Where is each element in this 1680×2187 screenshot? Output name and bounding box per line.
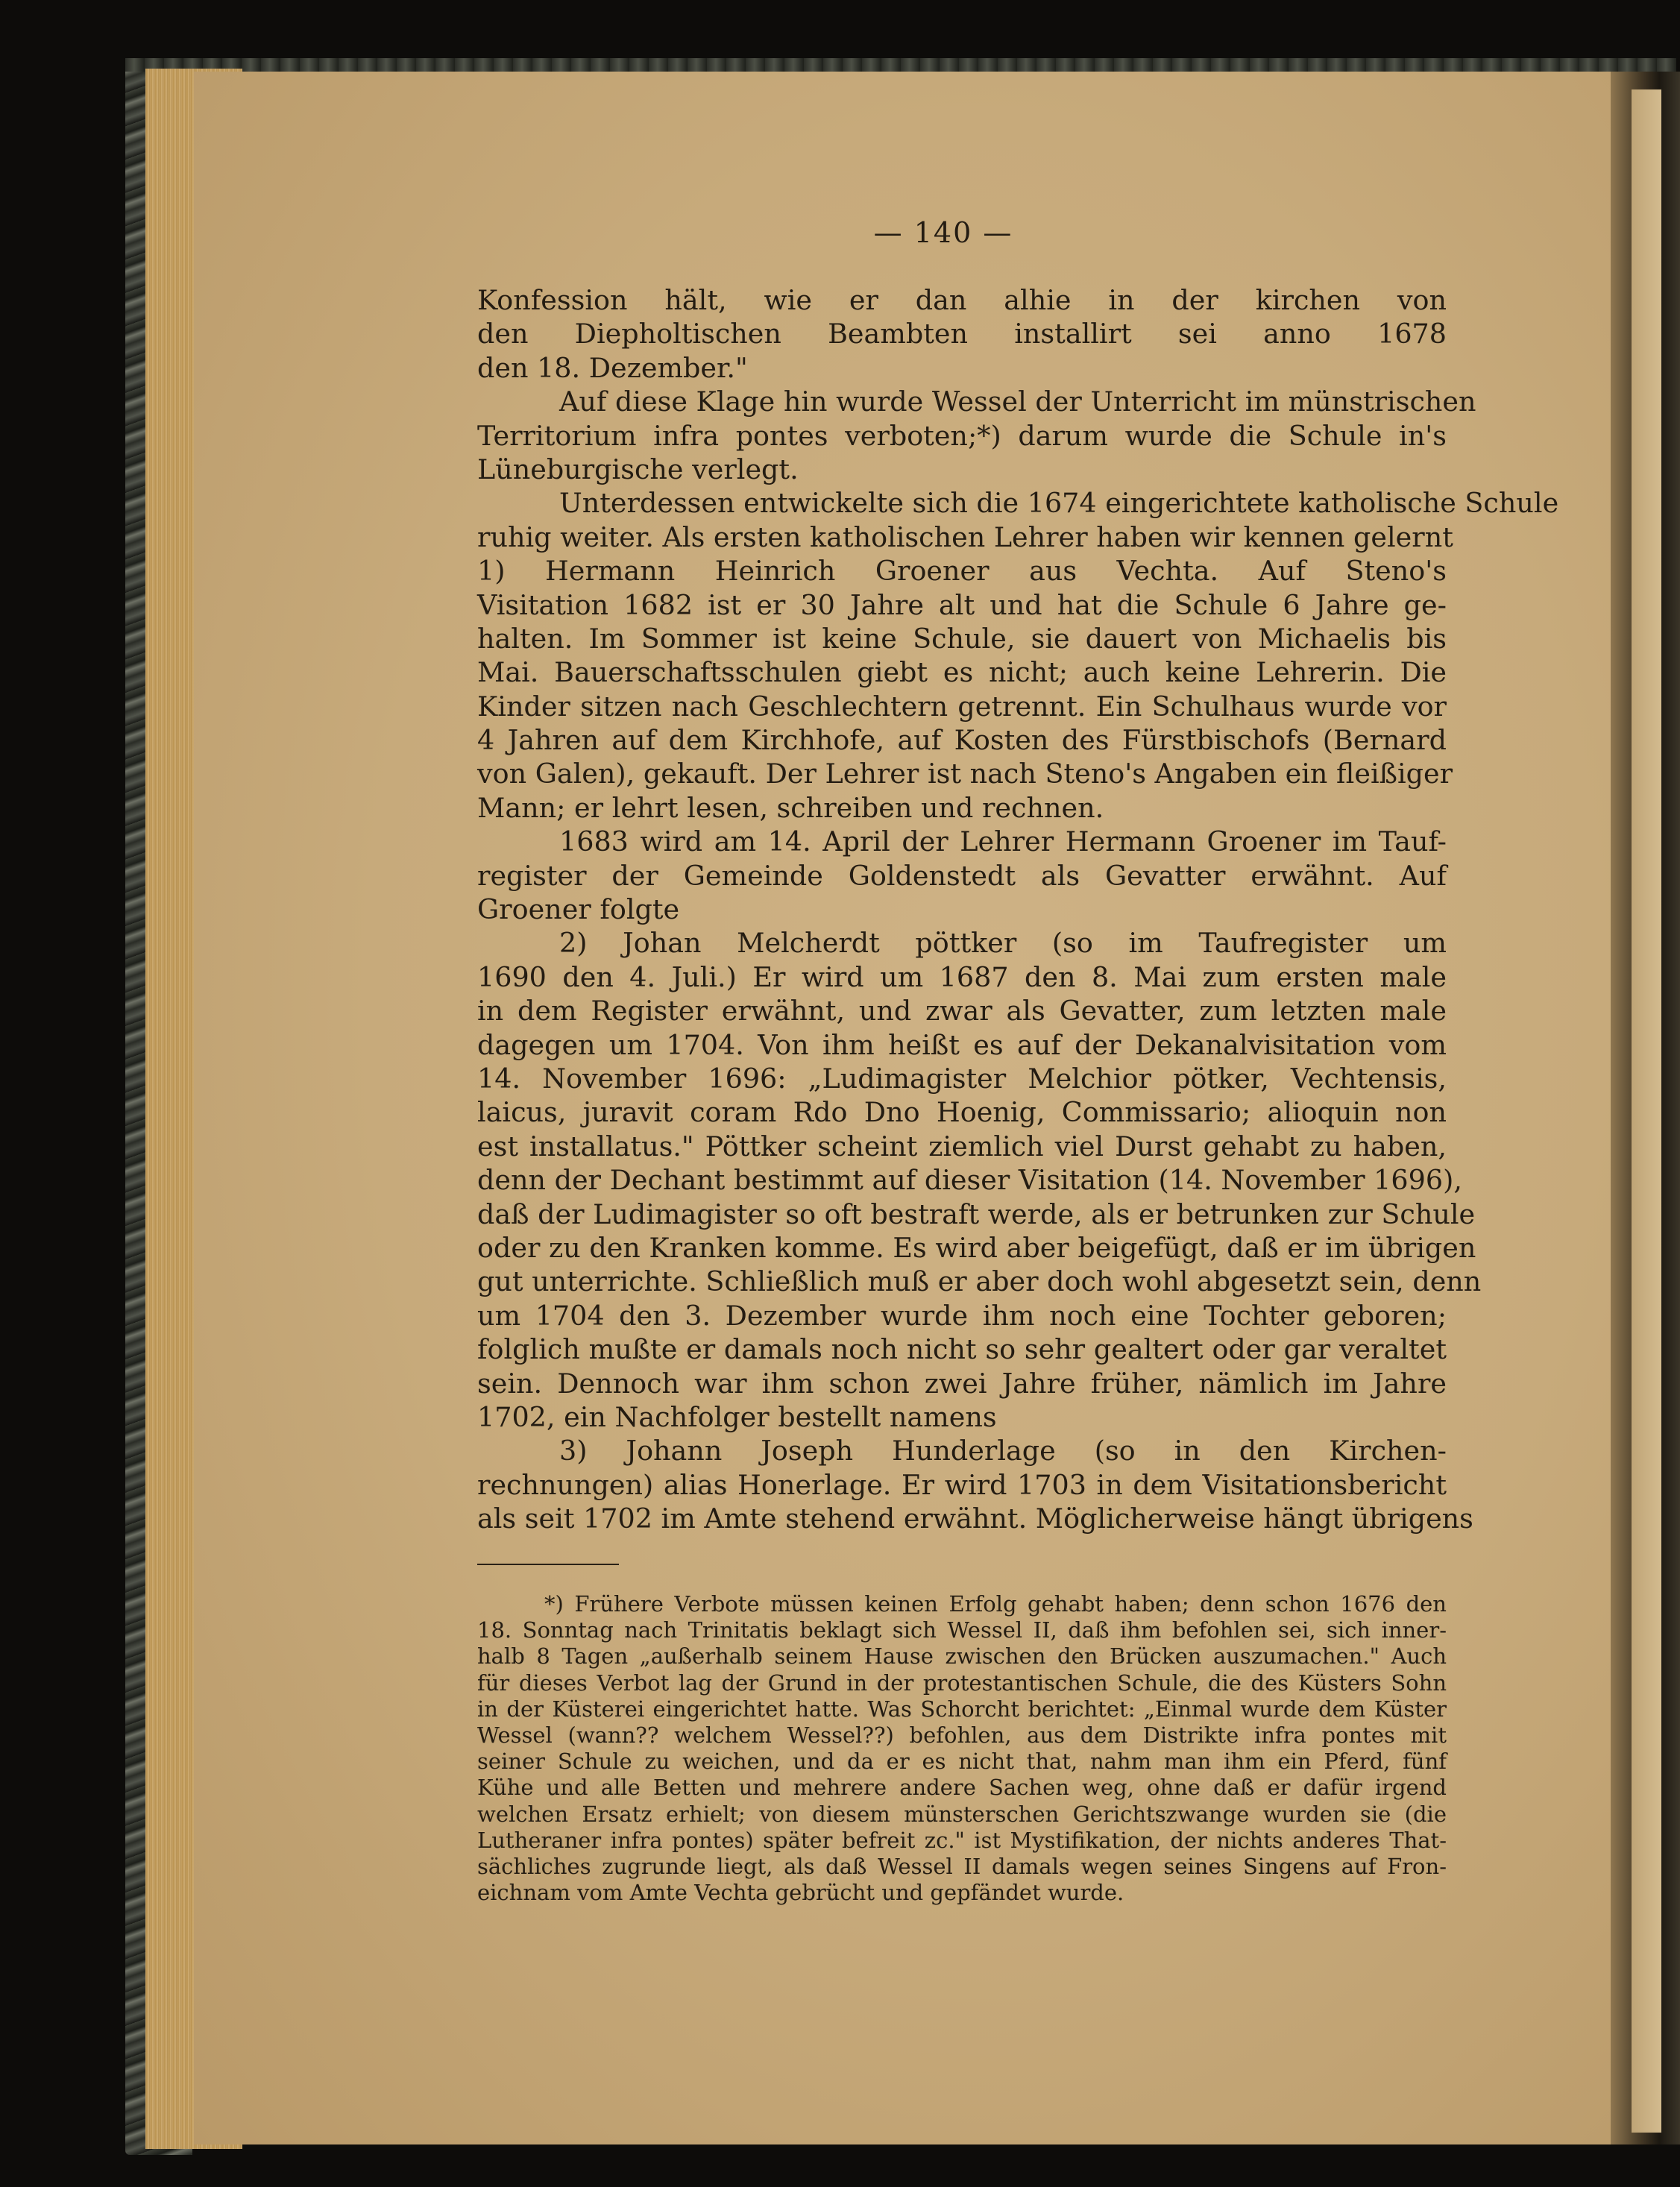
- footnote-line: seiner Schule zu weichen, und da er es nicht that, nahm man ihm ein Pferd, fünf: [477, 1749, 1447, 1775]
- facing-page-edge: [1632, 89, 1661, 2133]
- footnote-line: für dieses Verbot lag der Grund in der protestantischen Schule, die des Küsters Sohn: [477, 1670, 1447, 1696]
- body-text-line: gut unterrichte. Schließlich muß er aber doch wohl abgesetzt sein, denn: [477, 1265, 1482, 1298]
- footnote-line: Lutheraner infra pontes) später befreit zc." ist Mystifikation, der nichts anderes That-: [477, 1827, 1447, 1853]
- body-text-line: ruhig weiter. Als ersten katholischen Lehrer haben wir kennen gelernt: [477, 520, 1453, 553]
- body-text-line: daß der Ludimagister so oft bestraft werde, als er betrunken zur Schule: [477, 1198, 1476, 1230]
- body-text-line: laicus, juravit coram Rdo Dno Hoenig, Commissario; alioquin non: [477, 1096, 1447, 1129]
- footnote-line: sächliches zugrunde liegt, als daß Wessel II damals wegen seines Singens auf Fron-: [477, 1853, 1447, 1879]
- body-text-line: Visitation 1682 ist er 30 Jahre alt und hat die Schule 6 Jahre ge-: [477, 588, 1447, 621]
- body-text-line: denn der Dechant bestimmt auf dieser Visitation (14. November 1696),: [477, 1164, 1462, 1197]
- body-text-line: 4 Jahren auf dem Kirchhofe, auf Kosten des Fürstbischofs (Bernard: [477, 724, 1447, 757]
- body-text-line: 3) Johann Joseph Hunderlage (so in den Kirchen-: [559, 1435, 1447, 1467]
- body-text-line: in dem Register erwähnt, und zwar als Gevatter, zum letzten male: [477, 995, 1447, 1028]
- body-text-line: den Diepholtischen Beambten installirt sei anno 1678: [477, 318, 1447, 350]
- footnote-line: *) Frühere Verbote müssen keinen Erfolg gehabt haben; denn schon 1676 den: [544, 1591, 1447, 1617]
- footnote-line: eichnam vom Amte Vechta gebrücht und gepfändet wurde.: [477, 1880, 1124, 1906]
- body-text-line: Konfession hält, wie er dan alhie in der kirchen von: [477, 284, 1447, 316]
- body-text-line: dagegen um 1704. Von ihm heißt es auf der Dekanalvisitation vom: [477, 1028, 1447, 1061]
- body-text-line: 1702, ein Nachfolger bestellt namens: [477, 1400, 997, 1433]
- body-text-line: rechnungen) alias Honerlage. Er wird 1703 in dem Visitationsbericht: [477, 1468, 1447, 1501]
- footnote-line: Wessel (wann?? welchem Wessel??) befohlen, aus dem Distrikte infra pontes mit: [477, 1722, 1447, 1748]
- body-text-line: 1) Hermann Heinrich Groener aus Vechta. Auf Steno's: [477, 555, 1447, 588]
- body-text-line: 2) Johan Melcherdt pöttker (so im Taufregister um: [559, 927, 1447, 960]
- body-text-line: 1683 wird am 14. April der Lehrer Hermann Groener im Tauf-: [559, 825, 1447, 858]
- book-cover-top-edge: [125, 58, 1676, 72]
- body-text-line: als seit 1702 im Amte stehend erwähnt. Möglicherweise hängt übrigens: [477, 1502, 1473, 1535]
- body-text-line: est installatus." Pöttker scheint ziemlich viel Durst gehabt zu haben,: [477, 1130, 1447, 1162]
- body-text-line: Kinder sitzen nach Geschlechtern getrennt. Ein Schulhaus wurde vor: [477, 690, 1447, 723]
- body-text: [477, 283, 1559, 1535]
- body-text-line: Mann; er lehrt lesen, schreiben und rechnen.: [477, 791, 1104, 824]
- footnote: [477, 1591, 1447, 1906]
- body-text-line: Mai. Bauerschaftsschulen giebt es nicht; auch keine Lehrerin. Die: [477, 656, 1447, 689]
- body-text-line: Lüneburgische verlegt.: [477, 453, 799, 485]
- footnote-line: 18. Sonntag nach Trinitatis beklagt sich Wessel II, daß ihm befohlen sei, sich inner-: [477, 1617, 1447, 1643]
- body-text-line: 14. November 1696: „Ludimagister Melchior pötker, Vechtensis,: [477, 1062, 1447, 1095]
- body-text-line: um 1704 den 3. Dezember wurde ihm noch eine Tochter geboren;: [477, 1299, 1447, 1332]
- body-text-line: Groener folgte: [477, 893, 680, 926]
- footnote-line: in der Küsterei eingerichtet hatte. Was Schorcht berichtet: „Einmal wurde dem Küster: [477, 1696, 1447, 1722]
- body-text-line: register der Gemeinde Goldenstedt als Gevatter erwähnt. Auf: [477, 859, 1447, 892]
- body-text-line: Auf diese Klage hin wurde Wessel der Unterricht im münstrischen: [559, 386, 1476, 418]
- body-text-line: oder zu den Kranken komme. Es wird aber beigefügt, daß er im übrigen: [477, 1231, 1476, 1264]
- body-text-line: halten. Im Sommer ist keine Schule, sie dauert von Michaelis bis: [477, 622, 1447, 655]
- footnote-line: Kühe und alle Betten und mehrere andere Sachen weg, ohne daß er dafür irgend: [477, 1775, 1447, 1801]
- footnote-separator: [477, 1564, 619, 1565]
- page-number: — 140 —: [873, 216, 1013, 249]
- body-text-line: den 18. Dezember.": [477, 351, 748, 384]
- footnote-line: welchen Ersatz erhielt; von diesem münsterschen Gerichtszwange wurden sie (die: [477, 1801, 1447, 1827]
- body-text-line: folglich mußte er damals noch nicht so sehr gealtert oder gar veraltet: [477, 1333, 1447, 1366]
- body-text-line: Territorium infra pontes verboten;*) darum wurde die Schule in's: [477, 419, 1447, 452]
- body-text-line: sein. Dennoch war ihm schon zwei Jahre früher, nämlich im Jahre: [477, 1367, 1447, 1400]
- body-text-line: 1690 den 4. Juli.) Er wird um 1687 den 8. Mai zum ersten male: [477, 960, 1447, 993]
- body-text-line: von Galen), gekauft. Der Lehrer ist nach Steno's Angaben ein fleißiger: [477, 758, 1453, 790]
- footnote-line: halb 8 Tagen „außerhalb seinem Hause zwischen den Brücken auszumachen." Auch: [477, 1643, 1447, 1670]
- body-text-line: Unterdessen entwickelte sich die 1674 eingerichtete katholische Schule: [559, 487, 1559, 520]
